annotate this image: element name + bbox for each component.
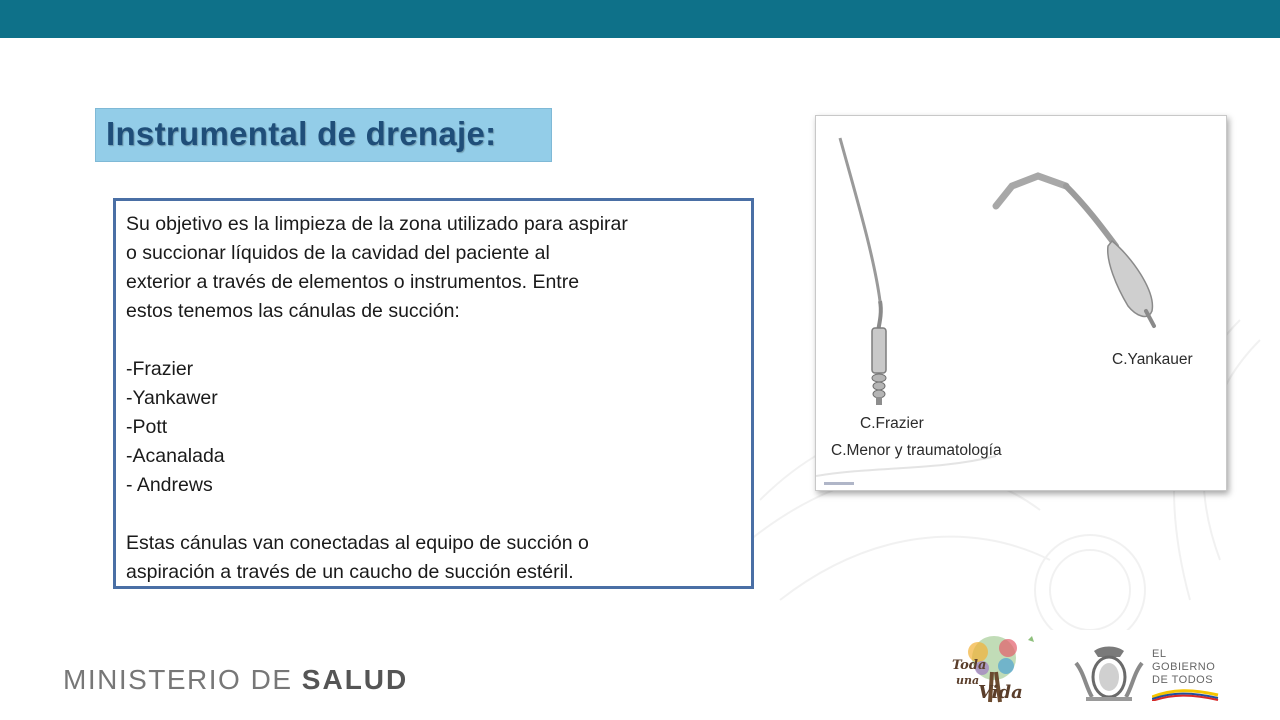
list-item-yankawer: -Yankawer	[126, 387, 218, 409]
ministry-logo	[63, 664, 408, 696]
intro-line: o succionar líquidos de la cavidad del paciente al	[126, 242, 550, 264]
intro-line: Su objetivo es la limpieza de la zona utilizado para aspirar	[126, 213, 628, 235]
caption-frazier: C.Frazier	[860, 415, 924, 432]
national-seal-icon	[1072, 643, 1146, 705]
closing-line: aspiración a través de un caucho de succión estéril.	[126, 561, 574, 583]
toda-una-vida-logo	[948, 632, 1040, 710]
description-box	[113, 198, 754, 589]
logo-vida: Vida	[978, 682, 1023, 703]
gobierno-de-todos-logo	[1152, 648, 1222, 705]
flag-stripe-icon	[1152, 687, 1222, 701]
list-item-andrews: - Andrews	[126, 474, 213, 496]
ministry-emphasis: SALUD	[301, 664, 409, 695]
header-bar	[0, 0, 1280, 38]
caption-frazier-use: C.Menor y traumatología	[831, 442, 1002, 459]
yankauer-cannula-illustration	[996, 176, 1154, 326]
list-item-pott: -Pott	[126, 416, 168, 438]
gov-line-3: DE TODOS	[1152, 674, 1214, 686]
intro-line: exterior a través de elementos o instrumentos. Entre	[126, 271, 580, 293]
closing-line: Estas cánulas van conectadas al equipo de succión o	[126, 532, 589, 554]
cannula-figure	[815, 115, 1227, 491]
list-item-acanalada: -Acanalada	[126, 445, 225, 467]
title-banner	[95, 108, 552, 162]
caption-yankauer: C.Yankauer	[1112, 351, 1193, 368]
list-item-frazier: -Frazier	[126, 358, 194, 380]
slide-title: Instrumental de drenaje:	[106, 115, 497, 152]
logo-toda: Toda	[952, 658, 987, 673]
frazier-cannula-illustration	[840, 138, 886, 405]
ministry-prefix: MINISTERIO DE	[63, 664, 302, 695]
intro-line: estos tenemos las cánulas de succión:	[126, 300, 460, 322]
gov-line-2: GOBIERNO	[1152, 661, 1216, 673]
gov-line-1: EL	[1152, 648, 1167, 660]
logo-una: una	[956, 674, 980, 687]
